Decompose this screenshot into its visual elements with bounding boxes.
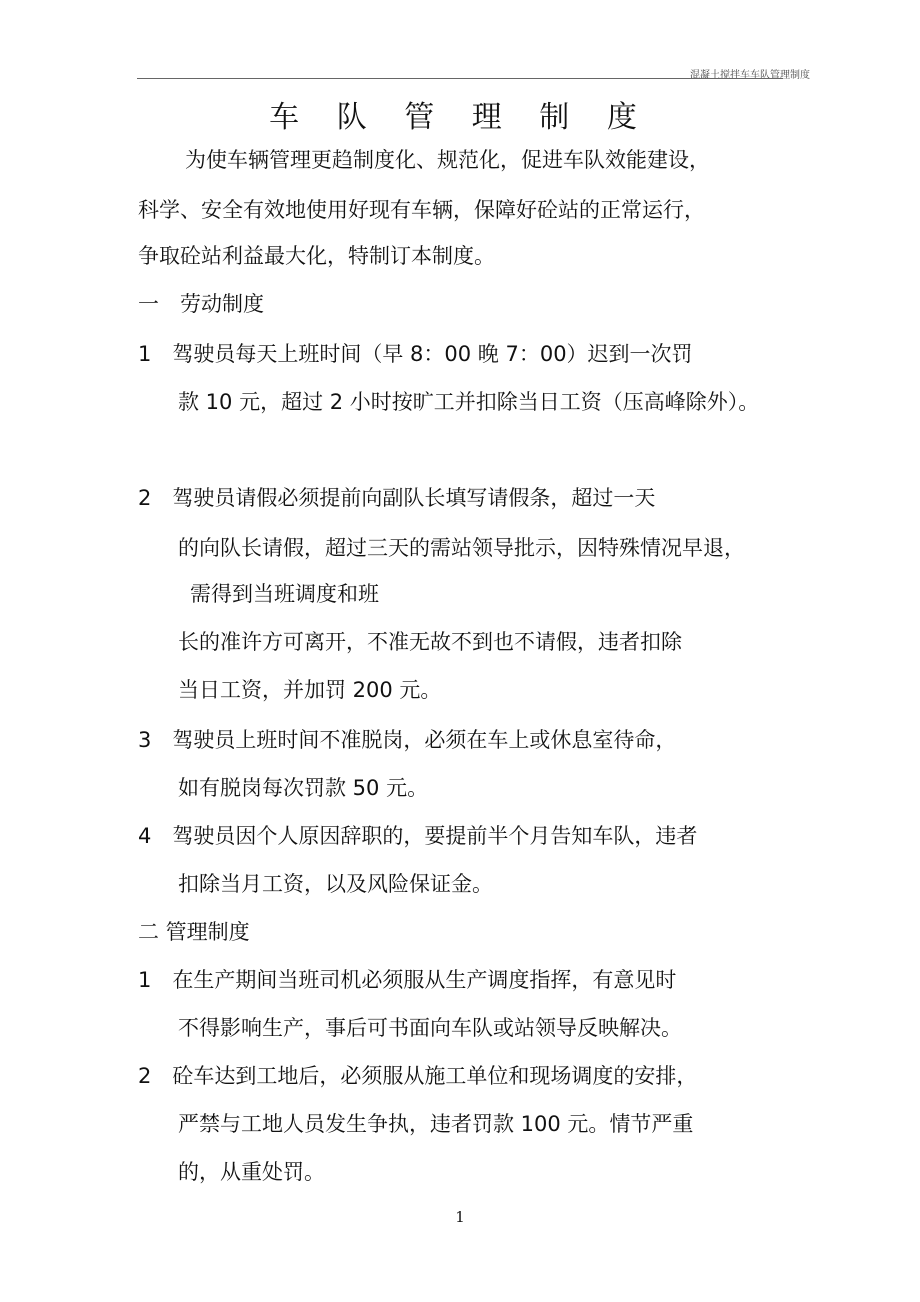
s1-item2-line4: 长的准许方可离开，不准无故不到也不请假，违者扣除: [178, 630, 682, 654]
s1-item3-line2: 如有脱岗每次罚款 50 元。: [178, 776, 429, 800]
s1-item1-line1: 1 驾驶员每天上班时间（早 8：00 晚 7：00）迟到一次罚: [138, 342, 693, 366]
s1-item4-line2: 扣除当月工资，以及风险保证金。: [178, 872, 493, 896]
s2-item1-line2: 不得影响生产，事后可书面向车队或站领导反映解决。: [178, 1016, 682, 1040]
intro-line-3: 争取砼站利益最大化，特制订本制度。: [138, 244, 495, 268]
s2-item2-line3: 的，从重处罚。: [178, 1160, 325, 1184]
page-number: 1: [455, 1208, 465, 1226]
s1-item2-line1: 2 驾驶员请假必须提前向副队长填写请假条，超过一天: [138, 486, 656, 510]
intro-line-1: 为使车辆管理更趋制度化、规范化，促进车队效能建设，: [185, 148, 710, 172]
header-rule: [137, 78, 783, 79]
s2-item2-line1: 2 砼车达到工地后，必须服从施工单位和现场调度的安排，: [138, 1064, 698, 1088]
s1-item4-line1: 4 驾驶员因个人原因辞职的，要提前半个月告知车队，违者: [138, 824, 698, 848]
s1-item2-line2: 的向队长请假，超过三天的需站领导批示，因特殊情况早退，: [178, 536, 745, 560]
running-header: 混凝土搅拌车车队管理制度: [690, 70, 810, 81]
intro-line-2: 科学、安全有效地使用好现有车辆，保障好砼站的正常运行，: [138, 198, 705, 222]
s1-item2-line5: 当日工资，并加罚 200 元。: [178, 678, 442, 702]
section-1-heading: 一 劳动制度: [138, 292, 264, 316]
s1-item2-line3: 需得到当班调度和班: [190, 582, 379, 606]
s2-item2-line2: 严禁与工地人员发生争执，违者罚款 100 元。情节严重: [178, 1112, 694, 1136]
s2-item1-line1: 1 在生产期间当班司机必须服从生产调度指挥，有意见时: [138, 968, 677, 992]
section-2-heading: 二 管理制度: [138, 920, 250, 944]
s1-item1-line2: 款 10 元，超过 2 小时按旷工并扣除当日工资（压高峰除外）。: [178, 390, 760, 414]
document-title: 车 队 管 理 制 度: [269, 100, 651, 135]
s1-item3-line1: 3 驾驶员上班时间不准脱岗，必须在车上或休息室待命，: [138, 728, 677, 752]
